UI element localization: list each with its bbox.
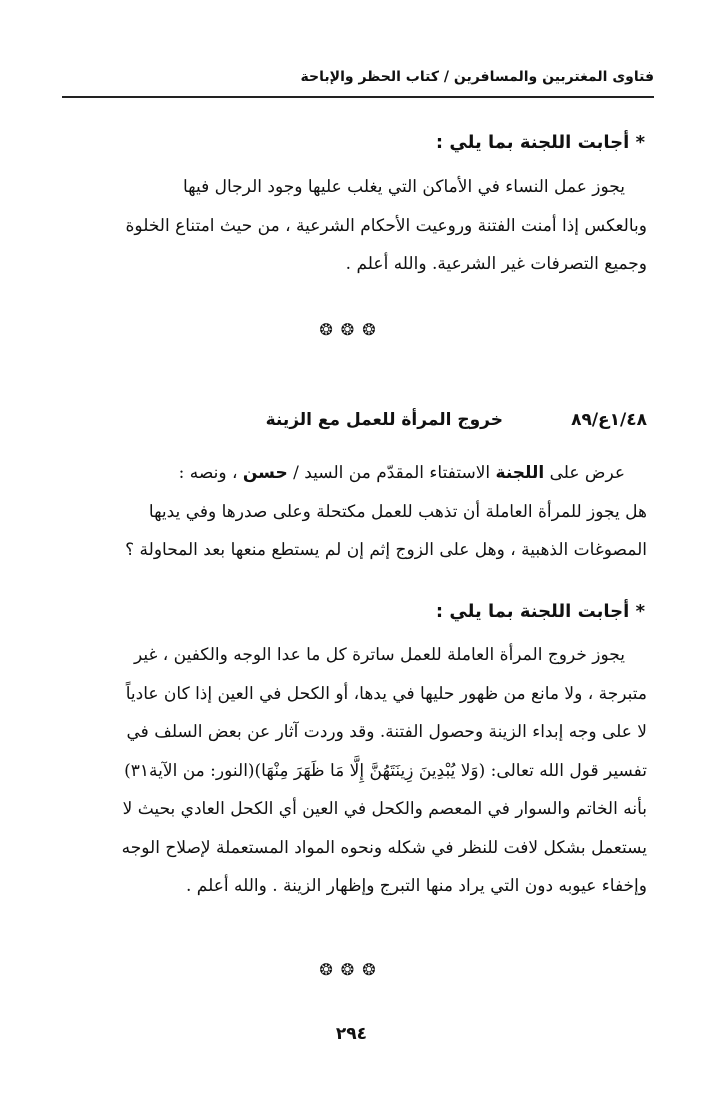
questioner-name: حسن [242,463,288,483]
section-ornament-2 [0,960,703,979]
question-intro-text: الاستفتاء المقدّم من السيد / [287,463,496,483]
answer-1-line-1: يجوز عمل النساء في الأماكن التي يغلب عليها وجود الرجال فيها [182,177,625,197]
answer-2-line-6: يستعمل بشكل لافت للنظر في شكله ونحوه المواد المستعملة لإصلاح الوجه [121,837,647,858]
ornament-icon: ❂ [340,960,363,979]
answer-2-line-3: لا على وجه إبداء الزينة وحصول الفتنة. وقد وردت آثار عن بعض السلف في [126,722,647,742]
question-line-2: المصوغات الذهبية ، وهل على الزوج إثم إن لم يستطع منعها بعد المحاولة ؟ [125,540,647,560]
running-header-title: فتاوى المغتربين والمسافرين / كتاب الحظر والإباحة [300,69,654,85]
fatwa-title: خروج المرأة للعمل مع الزينة [265,410,503,430]
answer-2-line-4: تفسير قول الله تعالى: (وَلا يُبْدِينَ زِينَتَهُنَّ إِلَّا مَا ظَهَرَ مِنْهَا)(النور: من الآية٣١) [124,760,647,781]
ornament-icon: ❂ [340,320,363,339]
ornament-icon: ❂ [362,320,384,339]
answer-2-line-7: وإخفاء عيوبه دون التي يراد منها التبرج وإظهار الزينة . والله أعلم . [185,876,647,896]
answer-heading-2: * أجابت اللجنة بما يلي : [435,601,645,622]
header-rule [62,96,654,98]
ornament-icon: ❂ [319,960,341,979]
ornament-icon: ❂ [362,960,384,979]
question-line-1: هل يجوز للمرأة العاملة أن تذهب للعمل مكتحلة وعلى صدرها وفي يديها [148,501,647,522]
question-intro [55,454,647,493]
answer-1-line-2: وبالعكس إذا أمنت الفتنة وروعيت الأحكام الشرعية ، من حيث امتناع الخلوة [125,215,647,236]
fatwa-number: ١/٤٨ع/٨٩ [571,410,647,430]
question-body [55,454,647,570]
answer-heading-1: * أجابت اللجنة بما يلي : [435,132,645,153]
ornament-icon: ❂ [319,320,341,339]
question-intro-text: عرض على [544,463,625,483]
answer-2-line-1: يجوز خروج المرأة العاملة للعمل ساترة كل ما عدا الوجه والكفين ، غير [133,645,625,665]
answer-2-line-5: بأنه الخاتم والسوار في المعصم والكحل في العين أي الكحل العادي بحيث لا [122,799,647,819]
answer-2-line-2: متبرجة ، ولا مانع من ظهور حليها في يدها، أو الكحل في العين إذا كان عادياً [125,683,647,704]
section-ornament-1 [0,320,703,339]
question-intro-text: ، ونصه : [178,463,243,483]
answer-body-1 [55,168,647,284]
answer-body-2 [55,636,647,906]
committee-name: اللجنة [495,463,545,483]
page-number: ٢٩٤ [335,1024,368,1044]
answer-1-line-3: وجميع التصرفات غير الشرعية. والله أعلم . [345,254,647,274]
